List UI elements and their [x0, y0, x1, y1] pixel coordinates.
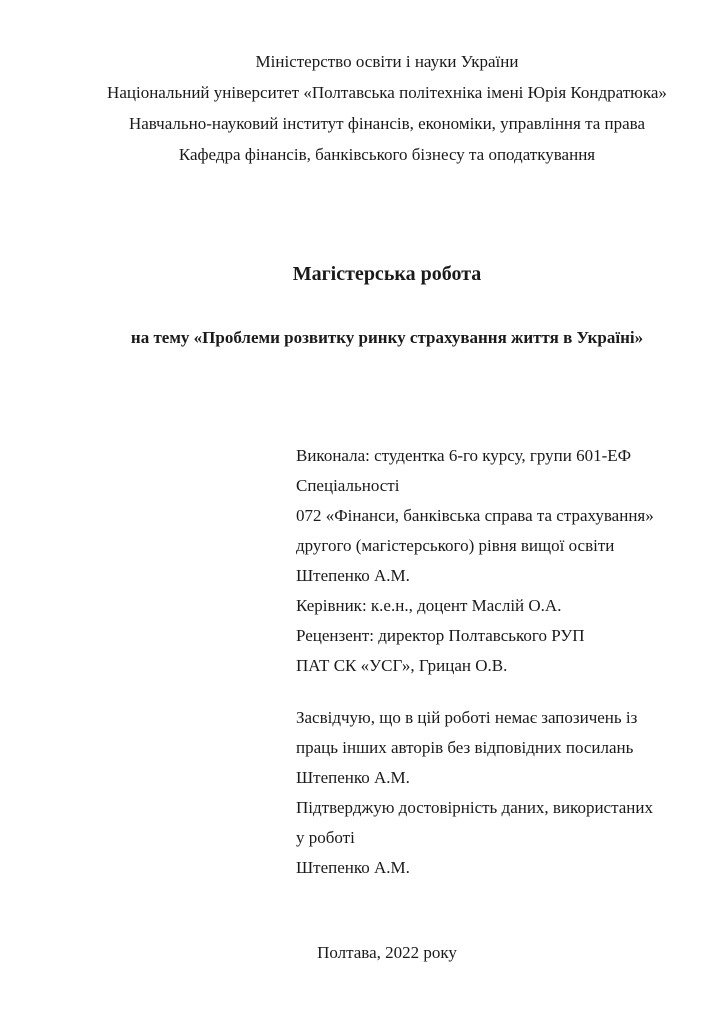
reviewer-line: Рецензент: директор Полтавського РУП — [296, 626, 585, 645]
university-line: Національний університет «Полтавська політехніка імені Юрія Кондратюка» — [107, 83, 667, 102]
data-accuracy-line-1: Підтверджую достовірність даних, використаних — [296, 798, 653, 817]
ministry-line: Міністерство освіти і науки України — [255, 52, 519, 71]
thesis-topic: на тему «Проблеми розвитку ринку страхування життя в Україні» — [130, 328, 644, 347]
institution-header — [95, 46, 679, 170]
data-accuracy-line-2: у роботі — [296, 828, 355, 847]
document-title: Магістерська робота — [292, 263, 482, 285]
no-plagiarism-line-1: Засвідчую, що в цій роботі немає запозичень із — [296, 708, 638, 727]
reviewer-company-line: ПАТ СК «УСГ», Грицан О.В. — [296, 656, 508, 675]
degree-level-line: другого (магістерського) рівня вищої освіти — [296, 536, 615, 555]
declaration-signature-2: Штепенко А.М. — [296, 858, 410, 877]
author-credits-block — [296, 441, 654, 681]
author-name-line: Штепенко А.М. — [296, 566, 410, 585]
specialty-code-line: 072 «Фінанси, банківська справа та страхування» — [296, 506, 654, 525]
declaration-signature-1: Штепенко А.М. — [296, 768, 410, 787]
author-line: Виконала: студентка 6-го курсу, групи 601-ЕФ — [296, 446, 632, 465]
city-year-footer: Полтава, 2022 року — [317, 943, 457, 962]
supervisor-line: Керівник: к.е.н., доцент Маслій О.А. — [296, 596, 562, 615]
specialty-label-line: Спеціальності — [296, 476, 400, 495]
declaration-block — [296, 703, 653, 883]
department-line: Кафедра фінансів, банківського бізнесу та оподаткування — [178, 145, 596, 164]
no-plagiarism-line-2: праць інших авторів без відповідних посилань — [296, 738, 634, 757]
institute-line: Навчально-науковий інститут фінансів, економіки, управління та права — [128, 114, 646, 133]
